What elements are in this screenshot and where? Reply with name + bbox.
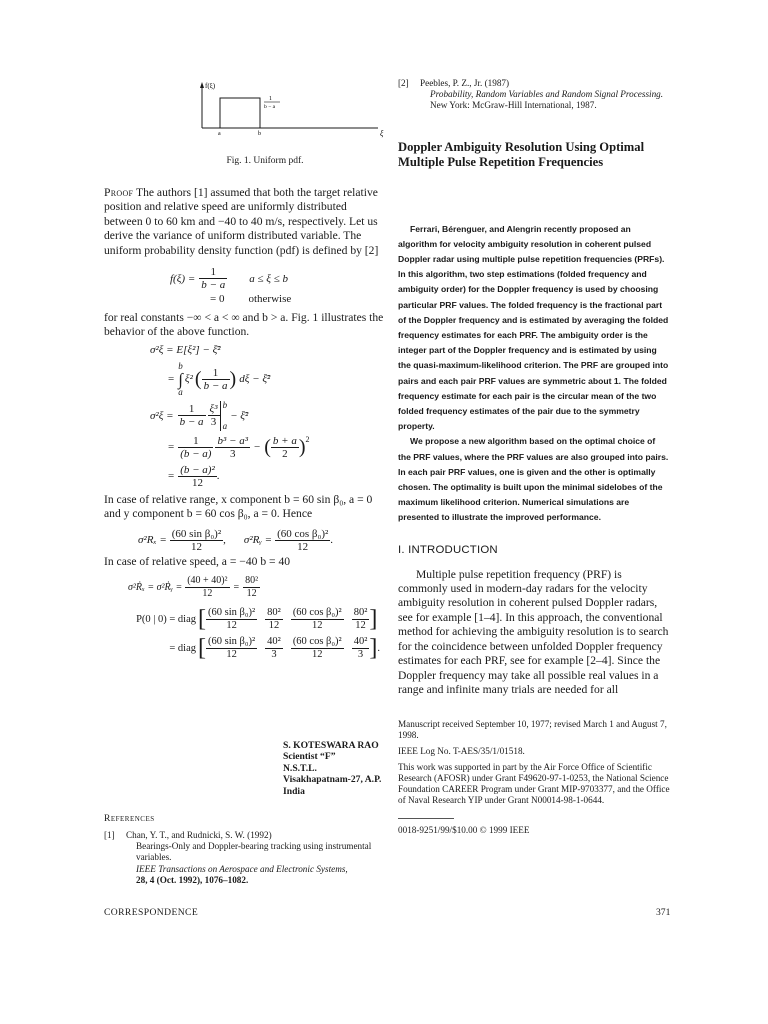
author-city: Visakhapatnam-27, A.P. [283,774,382,786]
proof-label: Proof [104,186,134,199]
eq6-lhs2: σ²Rᵧ = [243,534,273,547]
eq4-num: 1 [178,435,213,448]
introduction-text: Multiple pulse repetition frequency (PRF) is commonly used in modern-day radars for the velocity ambiguity resolution in coherent pulsed Doppler radars, see for example [1–4]. In this approach, the conventional method for achieving the ambiguity resolution is to search for the coincidence between unfolded Doppler frequency estimates for each PRF, see for example [2–4]. Since the Doppler frequency may take all possible real values in a range and infinite many trials are needed for all [398,567,669,696]
eq8-d1: 12 [226,620,237,632]
uniform-pdf-plot [194,78,394,140]
reference-1-volume: 28, 4 (Oct. 1992), 1076–1082. [136,874,249,885]
eq7-lhs: σ²Ṙₓ = σ²Ṙᵧ = [128,582,183,594]
eq6-den2: 12 [297,540,309,553]
eq9-n2: 40² [267,636,281,648]
eq8-d2: 12 [268,620,280,632]
abstract-paragraph-2: We propose a new algorithm based on the optimal choice of the PRF values, where the PRF values are also grouped into pairs. In each pair PRF values, one is given and the other is optimally chosen. The optimality is built upon the minimal sidelobes of the maximum likelihood criterion. Numerical simulations are presented to illustrate the improved performance. [398,436,669,523]
reference-2-publisher: New York: McGraw-Hill International, 1987. [430,100,597,111]
eq4-num3: b + a [272,434,297,447]
eq3-num: 1 [178,403,206,416]
proof-paragraph-1 [104,186,386,258]
fig-x-label: ξ [380,129,384,138]
eq9-d4: 3 [357,649,364,661]
pdf-lhs: f(ξ) = [170,272,196,285]
fig-tick-b: b [258,131,261,137]
eq8-n2: 80² [267,607,281,619]
eq9-n1: (60 sin β₀)² [208,636,256,648]
reference-1-num: [1] [104,830,115,840]
eq5-dot: . [216,470,220,483]
eq4-minus: − [254,441,261,454]
author-name: S. KOTESWARA RAO [283,740,379,751]
eq6-dot: . [330,534,334,547]
eq8-n3: (60 cos β₀)² [292,607,342,619]
eq3-den2: 3 [210,416,217,429]
eq6-comma: , [223,534,226,547]
eq6-num1: (60 sin β₀)² [171,527,222,540]
eq8-lhs: P(0 | 0) = diag [136,614,196,626]
eq7-num1: (40 + 40)² [187,575,228,587]
reference-2-title: Probability, Random Variables and Random Signal Processing. [430,89,664,100]
eq9-d3: 12 [312,649,323,661]
reference-1-authors: Chan, Y. T., and Rudnicki, S. W. (1992) [126,830,272,840]
eq5-den: 12 [191,476,203,489]
eq4-lhs: = [168,441,175,454]
pdf-num: 1 [199,266,227,279]
section-heading-introduction: I. INTRODUCTION [398,543,498,556]
references-heading: References [104,814,155,824]
right-column [398,78,670,836]
eq8-n4: 80² [353,607,368,619]
proof-paragraph-3: In case of relative range, x component b = 60 sin β₀, a = 0 and y component b = 60 cos β₀, a = 0. Hence [104,492,373,521]
pdf-equation [104,266,386,305]
fig-bar-label-num: 1 [269,96,272,102]
page-number: 371 [656,907,671,918]
eq4-den: (b − a) [180,447,212,460]
eq3-lhs: σ²ξ = [150,409,174,422]
eq2-hi: b [178,360,183,371]
eq3-lo: a [222,420,228,431]
footnote-divider [398,818,454,819]
author-org: N.S.T.L. [283,762,317,774]
pdf-condition: a ≤ ξ ≤ b [249,272,288,285]
eq2-rest: dξ − ξ̄² [239,373,271,386]
author-country: India [283,785,305,797]
eq3-rest: − ξ̄² [230,409,249,422]
eq9-n3: (60 cos β₀)² [292,636,342,648]
reference-2-num: [2] [398,78,409,88]
eq7-den1: 12 [202,588,213,600]
eq7-num2: 80² [245,575,259,587]
fig-bar-label-den: b − a [264,104,276,110]
eq9-lhs: = diag [169,643,196,655]
eq3-hi: b [222,399,228,410]
eq8-d4: 12 [355,620,366,632]
covariance-matrix-equation: P(0 | 0) = diag [ $\frac{\text{(60 sin β₀)²}}{12}$ $\frac{\text{80²}}{12}$ $\frac{\text{(60 cos β₀)²}}{12}$ $\frac{\text{80²}}{12}$ ] = diag [ $\frac{\text{(60 sin β₀)²}}{12}$ $\frac{\text{40²}}{3}$ $\frac{\text{(60 cos β₀)²}}{12}$ $\frac{\text{40²}}{3}$ ] . [104,606,386,662]
eq5-num: (b − a)² [180,463,215,476]
reference-1 [104,830,374,886]
reference-2 [398,78,670,112]
range-variance-equation [104,528,386,553]
figure-caption: Fig. 1. Uniform pdf. [226,156,304,166]
eq4-den3: 2 [282,447,288,460]
eq6-den1: 12 [190,540,202,553]
pdf-den: b − a [201,279,226,292]
eq3-den: b − a [179,416,204,429]
author-block [283,740,393,797]
eq9-n4: 40² [353,636,368,648]
author-title: Scientist “F” [283,751,336,763]
eq5-lhs: = [168,470,175,483]
funding-note: This work was supported in part by the Air Force Office of Scientific Research (AFOSR) under Grant F49620-97-1-0253, the National Science Foundation CAREER Program under Grant MIP-9703377, and the Office of Naval Research YIP under Grant N00014-98-1-0644. [398,762,670,806]
eq2-xi: ξ² [184,373,193,386]
speed-variance-equation [104,575,386,600]
eq9-d1: 12 [226,649,237,661]
eq2-den: b − a [203,379,228,392]
abstract-paragraph-1: Ferrari, Bérenguer, and Alengrin recently proposed an algorithm for velocity ambiguity resolution in coherent pulsed Doppler radar using multiple pulse repetition frequencies (PRFs). In this algorithm, two step estimations (folded frequency and ambiguity order) for the Doppler frequency is used by choosing particular PRF values. The folded frequency is the fractional part of the Doppler frequency and is estimated by averaging the folded frequency estimates for each PRF. The ambiguity order is the integer part of the Doppler frequency and is estimated by using the quasi-maximum-likelihood criterion. The PRF are grouped into pairs and each pair PRF values are symmetric about 1. The folded frequency estimate for each pair is the circular mean of the two folded frequency estimates of the pair due to the symmetry property. [398,223,669,432]
figure-uniform-pdf [104,78,386,168]
article-title: Doppler Ambiguity Resolution Using Optimal Multiple Pulse Repetition Frequencies [398,139,645,169]
pdf-otherwise: otherwise [248,293,292,306]
proof-text-1: The authors [1] assumed that both the target relative position and relative speed are uniformly distributed between 0 to 60 km and −40 to 40 m/s, respectively. Let us derive the variance of uniform distributed variable. The uniform probability density function (pdf) is defined by [2] [104,186,379,257]
eq6-lhs1: σ²Rₓ = [138,534,167,547]
eq2-num: 1 [202,367,230,380]
eq2-integral: ∫ [178,369,183,389]
eq2-lo: a [178,386,183,397]
proof-paragraph-4: In case of relative speed, a = −40 b = 40 [104,554,291,568]
copyright-line: 0018-9251/99/$10.00 © 1999 IEEE [398,825,530,836]
eq7-equals: = [233,582,240,594]
reference-2-authors: Peebles, P. Z., Jr. (1987) [420,78,510,88]
proof-paragraph-2: for real constants −∞ < a < ∞ and b > a. Fig. 1 illustrates the behavior of the above function. [104,311,384,339]
eq1: σ²ξ = E[ξ²] − ξ̄² [150,343,221,356]
eq3-num2: ξ³ [209,403,218,416]
references-section [104,814,374,886]
eq4-den2: 3 [229,447,236,460]
ieee-log-note: IEEE Log No. T-AES/35/1/01518. [398,746,525,757]
reference-1-journal: IEEE Transactions on Aerospace and Electronic Systems, [136,863,348,874]
eq4-square: 2 [305,434,310,444]
eq4-num2: b³ − a³ [217,434,248,447]
eq9-d2: 3 [271,649,277,661]
pdf-zero: = 0 [210,293,225,306]
variance-derivation: σ²ξ = E[ξ²] − ξ̄² = b ∫ a ξ² ( $\frac{1}{b - a}$ ) dξ − ξ̄² σ²ξ = $\frac{1}{b - a}$ $\frac{\text{ξ³}}{3}$ b a − ξ̄² = $\frac{1}{(b - a)}$ $\frac{\text{b³ − a³}}{3}$ − ( $\frac{b + a}{2}$ ) $^2$ = $\frac{\text{(b − a)²}}{12}$ . [150,343,310,489]
left-column [104,78,386,662]
manuscript-note: Manuscript received September 10, 1977; revised March 1 and August 7, 1998. [398,719,667,741]
reference-1-title: Bearings-Only and Doppler-bearing tracking using instrumental variables. [136,841,372,863]
eq7-den2: 12 [246,588,257,600]
eq6-num2: (60 cos β₀)² [277,527,329,540]
eq8-n1: (60 sin β₀)² [208,607,256,619]
footer-section-name: CORRESPONDENCE [104,907,199,918]
eq2-lhs: = [168,373,175,386]
eq8-d3: 12 [312,620,323,632]
fig-tick-a: a [218,131,221,137]
fig-y-label: f(ξ) [205,82,216,90]
eq9-dot: . [377,643,380,655]
